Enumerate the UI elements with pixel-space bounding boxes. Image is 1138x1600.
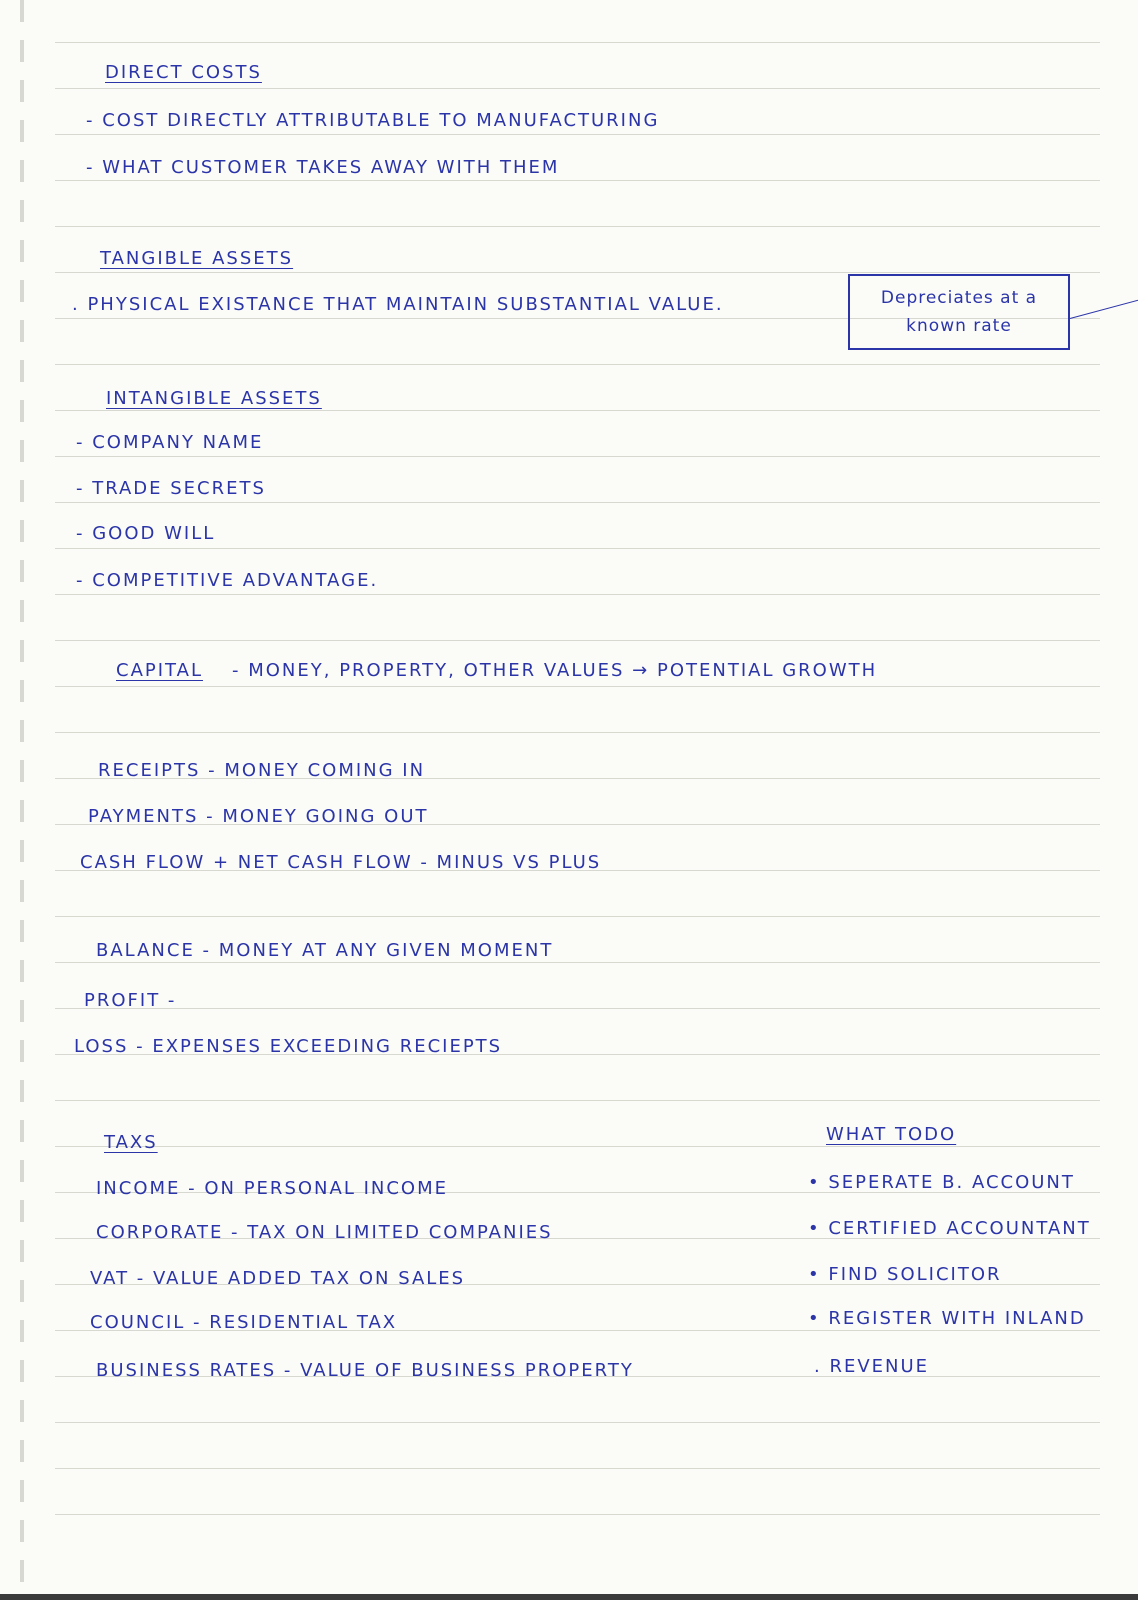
direct-costs-item: - COST DIRECTLY ATTRIBUTABLE TO MANUFACTURING bbox=[86, 110, 660, 131]
ruled-line bbox=[55, 134, 1100, 135]
cash-line: PAYMENTS - MONEY GOING OUT bbox=[88, 806, 429, 827]
intangible-assets-item: - TRADE SECRETS bbox=[76, 478, 266, 499]
ruled-line bbox=[55, 456, 1100, 457]
capital-heading: CAPITAL bbox=[116, 660, 203, 681]
cash-line: CASH FLOW + NET CASH FLOW - MINUS VS PLUS bbox=[80, 852, 602, 873]
ruled-line bbox=[55, 272, 1100, 273]
ruled-line bbox=[55, 962, 1100, 963]
tangible-assets-heading: TANGIBLE ASSETS bbox=[100, 248, 294, 269]
binding-margin bbox=[20, 0, 24, 1594]
ruled-line bbox=[55, 180, 1100, 181]
tax-item: BUSINESS RATES - VALUE OF BUSINESS PROPERTY bbox=[96, 1360, 634, 1381]
intangible-assets-item: - COMPANY NAME bbox=[76, 432, 264, 453]
tax-item: VAT - VALUE ADDED TAX ON SALES bbox=[90, 1268, 466, 1289]
todo-item: • CERTIFIED ACCOUNTANT bbox=[808, 1218, 1091, 1239]
ruled-line bbox=[55, 226, 1100, 227]
direct-costs-heading: DIRECT COSTS bbox=[105, 62, 262, 83]
todo-item: • FIND SOLICITOR bbox=[808, 1264, 1002, 1285]
tax-item: COUNCIL - RESIDENTIAL TAX bbox=[90, 1312, 398, 1333]
ruled-line bbox=[55, 1468, 1100, 1469]
ruled-line bbox=[55, 1100, 1100, 1101]
cash-line: RECEIPTS - MONEY COMING IN bbox=[98, 760, 426, 781]
direct-costs-item: - WHAT CUSTOMER TAKES AWAY WITH THEM bbox=[86, 157, 560, 178]
todo-item: . REVENUE bbox=[814, 1356, 930, 1377]
intangible-assets-heading: INTANGIBLE ASSETS bbox=[106, 388, 322, 409]
pen-stroke bbox=[1070, 299, 1138, 319]
ruled-line bbox=[55, 1514, 1100, 1515]
ruled-line bbox=[55, 1146, 1100, 1147]
ruled-line bbox=[55, 548, 1100, 549]
ruled-line bbox=[55, 1422, 1100, 1423]
ruled-line bbox=[55, 686, 1100, 687]
ruled-line bbox=[55, 594, 1100, 595]
tax-item: INCOME - ON PERSONAL INCOME bbox=[96, 1178, 448, 1199]
tax-item: CORPORATE - TAX ON LIMITED COMPANIES bbox=[96, 1222, 553, 1243]
taxes-heading: TAXS bbox=[104, 1132, 158, 1153]
balance-line: PROFIT - bbox=[84, 990, 177, 1011]
todo-item: • REGISTER WITH INLAND bbox=[808, 1308, 1086, 1329]
intangible-assets-item: - GOOD WILL bbox=[76, 523, 216, 544]
ruled-line bbox=[55, 410, 1100, 411]
ruled-line bbox=[55, 364, 1100, 365]
ruled-line bbox=[55, 1008, 1100, 1009]
ruled-line bbox=[55, 916, 1100, 917]
depreciation-note-line: known rate bbox=[906, 316, 1012, 336]
intangible-assets-item: - COMPETITIVE ADVANTAGE. bbox=[76, 570, 379, 591]
ruled-line bbox=[55, 88, 1100, 89]
depreciation-note-box bbox=[848, 274, 1070, 350]
ruled-line bbox=[55, 732, 1100, 733]
what-todo-heading: WHAT TODO bbox=[826, 1124, 957, 1145]
capital-definition: - MONEY, PROPERTY, OTHER VALUES → POTENTIAL GROWTH bbox=[232, 660, 878, 681]
ruled-line bbox=[55, 42, 1100, 43]
ruled-line bbox=[55, 502, 1100, 503]
todo-item: • SEPERATE B. ACCOUNT bbox=[808, 1172, 1075, 1193]
depreciation-note-line: Depreciates at a bbox=[880, 288, 1038, 308]
tangible-assets-item: . PHYSICAL EXISTANCE THAT MAINTAIN SUBSTANTIAL VALUE. bbox=[72, 294, 724, 315]
balance-line: LOSS - EXPENSES EXCEEDING RECIEPTS bbox=[74, 1036, 503, 1057]
balance-line: BALANCE - MONEY AT ANY GIVEN MOMENT bbox=[96, 940, 554, 961]
ruled-line bbox=[55, 640, 1100, 641]
